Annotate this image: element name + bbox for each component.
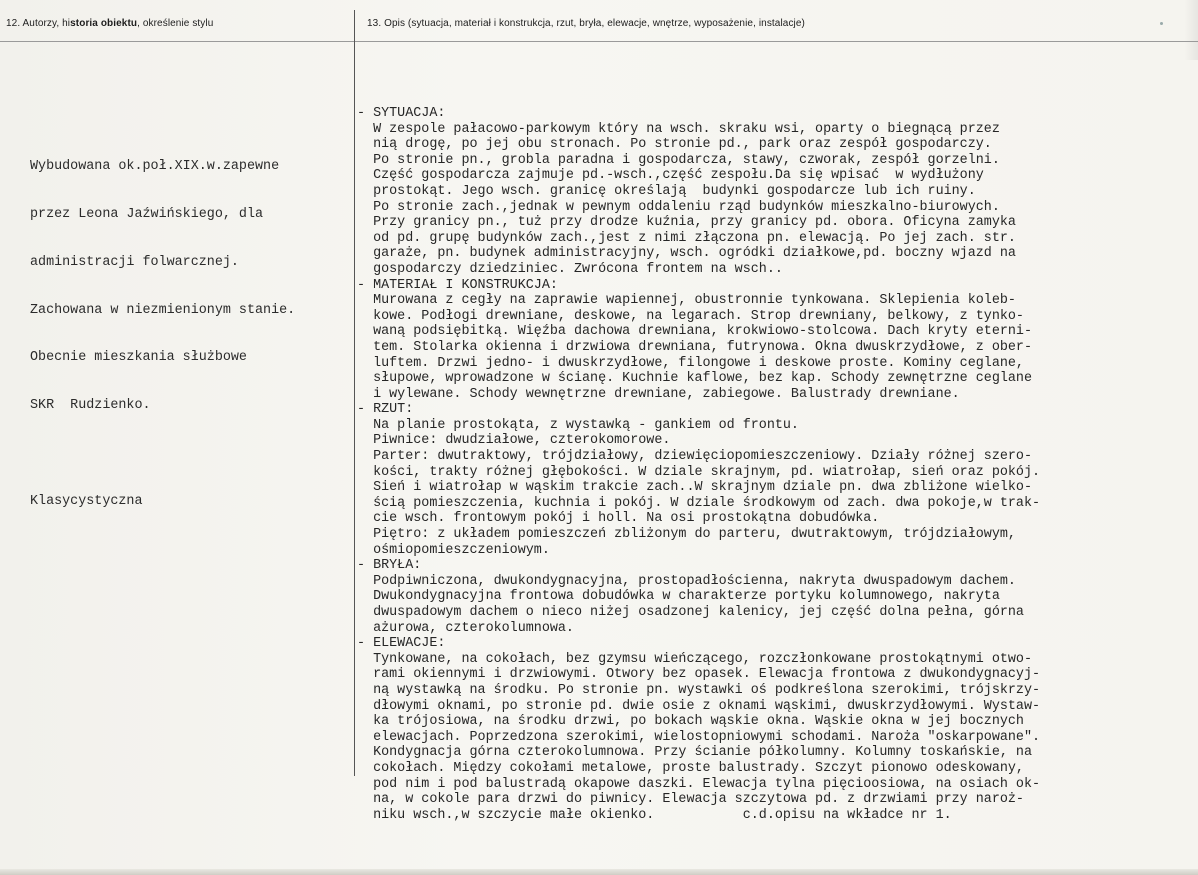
description-line: ścią pomieszczenia, kuchnia i pokój. W dziale środkowym od zach. dwa pokoje,w trak- (357, 495, 1041, 511)
description-line: prostokąt. Jego wsch. granicę określają budynki gospodarcze lub ich ruiny. (357, 183, 976, 199)
left-column-header (6, 18, 213, 29)
description-line: Murowana z cegły na zaprawie wapiennej, obustronnie tynkowana. Sklepienia koleb- (357, 293, 1016, 309)
left-line: Wybudowana ok.poł.XIX.w.zapewne (30, 159, 280, 175)
description-line: kowe. Podłogi drewniane, deskowe, na legarach. Strop drewniany, belkowy, z tynko- (357, 308, 1024, 324)
description-line: niku wsch.,w szczycie małe okienko. c.d.opisu na wkładce nr 1. (357, 807, 952, 823)
description-line: Część gospodarcza zajmuje pd.-wsch.,część zespołu.Da się wpisać w wydłużony (357, 168, 984, 184)
left-line: SKR Rudzienko. (30, 398, 151, 414)
left-header-prefix: 12. Autorzy, hi (6, 18, 71, 29)
description-line: Przy granicy pn., tuż przy drodze kuźnia, przy granicy pd. obora. Oficyna zamyka (357, 215, 1016, 231)
left-line: Zachowana w niezmienionym stanie. (30, 302, 296, 318)
description-line: dłowymi oknami, po stronie pd. dwie osie z oknami wąskimi, dwuskrzydłowymi. Wystaw- (357, 698, 1041, 714)
description-line: ażurowa, czterokolumnowa. (357, 620, 574, 636)
description-line: - ELEWACJE: (357, 636, 446, 652)
description-line: Po stronie zach.,jednak w pewnym oddaleniu rząd budynków mieszkalno-biurowych. (357, 199, 1000, 215)
description-line: na, w cokole para drzwi do piwnicy. Elewacja szczytowa pd. z drzwiami przy naroż- (357, 792, 1024, 808)
description-line: pod nim i pod balustradą okapowe daszki. Elewacja tylna pięcioosiowa, na osiach ok- (357, 776, 1041, 792)
description-line: nią drogę, po jej obu stronach. Po stronie pd., park oraz zespół gospodarczy. (357, 137, 992, 153)
description-line: luftem. Drzwi jedno- i dwuskrzydłowe, filongowe i deskowe proste. Kominy ceglane, (357, 355, 1024, 371)
description-line: Tynkowane, na cokołach, bez gzymsu wieńczącego, rozczłonkowane prostokątnymi otwo- (357, 651, 1032, 667)
description-line: - SYTUACJA: (357, 106, 446, 121)
description-line: elewacjach. Poprzedzona szerokimi, wielostopniowymi schodami. Naroża "oskarpowane". (357, 729, 1041, 745)
left-line: administracji folwarcznej. (30, 254, 239, 270)
column-divider (354, 10, 355, 776)
description-line: kości, trakty różnej głębokości. W dziale skrajnym, pd. wiatrołap, sień oraz pokój. (357, 464, 1041, 480)
description-line: od pd. grupę budynków zach.,jest z nimi złączona pn. elewacją. Po jej zach. str. (357, 230, 1016, 246)
description-line: dwuspadowym dachem o nieco niżej osadzonej kalenicy, jej część dolna pełna, górna (357, 605, 1024, 620)
page-bottom-edge (0, 869, 1198, 875)
left-line: przez Leona Jaźwińskiego, dla (30, 206, 264, 222)
description-line: - RZUT: (357, 402, 414, 418)
description-line: waną podsiębitką. Więźba dachowa drewniana, krokwiowo-stolcowa. Dach kryty eterni- (357, 324, 1032, 340)
paper-speck (1160, 22, 1163, 25)
style-label: Klasycystyczna (30, 494, 143, 510)
left-header-suffix: , określenie stylu (137, 18, 214, 29)
description-line: ną wystawką na środku. Po stronie pn. wystawki oś podkreślona szerokimi, trójskrzy- (357, 682, 1041, 698)
description-line: Sień i wiatrołap w wąskim trakcie zach..W skrajnym dziale pn. dwa zbliżone wielko- (357, 480, 1032, 496)
description-line: Po stronie pn., grobla paradna i gospodarcza, stawy, czworak, zespół gorzelni. (357, 152, 1000, 168)
description-line: Na planie prostokąta, z wystawką - gankiem od frontu. (357, 417, 799, 433)
left-header-bold: storia obiektu (70, 18, 138, 29)
description-line: cokołach. Między cokołami metalowe, proste balustrady. Szczyt pionowo odeskowany, (357, 760, 1024, 776)
description-line: tem. Stolarka okienna i drzwiowa drewniana, futrynowa. Okna dwuskrzydłowe, z ober- (357, 339, 1032, 355)
description-line: Piwnice: dwudziałowe, czterokomorowe. (357, 433, 671, 449)
description-text (357, 106, 1040, 823)
description-line: Piętro: z układem pomieszczeń zbliżonym do parteru, dwutraktowym, trójdziałowym, (357, 527, 1016, 543)
description-line: ośmiopomieszczeniowym. (357, 542, 550, 558)
description-line: i wylewane. Schody wewnętrzne drewniane, zabiegowe. Balustrady drewniane. (357, 386, 960, 402)
description-line: gospodarczy dziedziniec. Zwrócona frontem na wsch.. (357, 261, 783, 277)
page-corner-shadow (1184, 0, 1198, 60)
description-line: - BRYŁA: (357, 558, 422, 574)
description-line: - MATERIAŁ I KONSTRUKCJA: (357, 277, 558, 293)
description-line: rami okiennymi i drzwiowymi. Otwory bez opasek. Elewacja frontowa z dwukondygnacyj- (357, 667, 1041, 683)
description-line: słupowe, wprowadzone w ścianę. Kuchnie kaflowe, bez kap. Schody zewnętrzne ceglane (357, 371, 1032, 387)
description-line: Kondygnacja górna czterokolumnowa. Przy ścianie półkolumny. Kolumny toskańskie, na (357, 745, 1032, 761)
left-line: Obecnie mieszkania służbowe (30, 350, 247, 366)
authors-history-text (30, 127, 295, 542)
description-line: W zespole pałacowo-parkowym który na wsch. skraku wsi, oparty o biegnącą przez (357, 121, 1000, 137)
header-rule (0, 41, 1198, 42)
description-line: Parter: dwutraktowy, trójdziałowy, dziewięciopomieszczeniowy. Działy różnej szero- (357, 449, 1032, 465)
description-line: garaże, pn. budynek administracyjny, wsch. ogródki działkowe,pd. boczny wjazd na (357, 246, 1016, 262)
right-column-header: 13. Opis (sytuacja, materiał i konstrukcja, rzut, bryła, elewacje, wnętrze, wyposażenie, instalacje) (367, 18, 805, 29)
description-line: Podpiwniczona, dwukondygnacyjna, prostopadłościenna, nakryta dwuspadowym dachem. (357, 573, 1016, 589)
description-line: Dwukondygnacyjna frontowa dobudówka w charakterze portyku kolumnowego, nakryta (357, 589, 1000, 605)
description-line: cie wsch. frontowym pokój i holl. Na osi prostokątna dobudówka. (357, 511, 880, 527)
description-line: ka trójosiowa, na środku drzwi, po bokach wąskie okna. Wąskie okna w jej bocznych (357, 714, 1024, 730)
